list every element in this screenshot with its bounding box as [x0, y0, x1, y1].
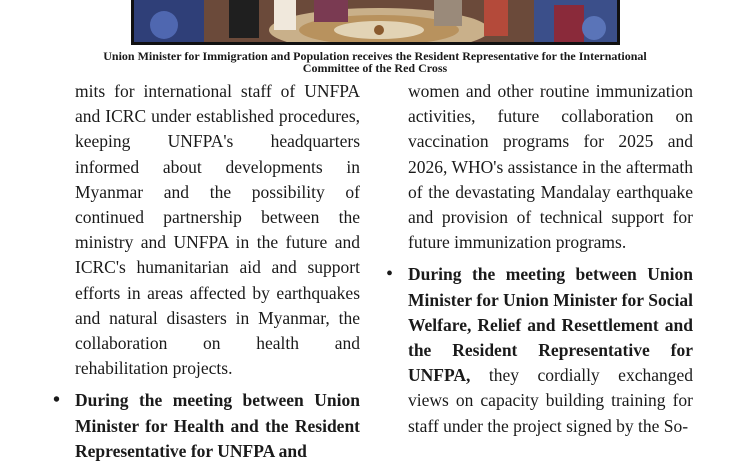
left-bullet-bold-text: During the meeting between Union Minister for Health and the Resident Representative for UNFPA and: [75, 390, 360, 461]
right-bullet-bold-text: During the meeting between Union Minister for Union Minister for Social Welfare, Relief and Resettlement and the Resident Representative for UNFPA,: [408, 264, 693, 386]
right-bullet-item: [408, 262, 693, 438]
left-bullet-item: [75, 388, 360, 464]
right-column: [408, 79, 693, 439]
meeting-photo: [131, 0, 620, 45]
right-bullet-text: they cordially exchanged views on capacity building training for staff under the project signed by the So-: [408, 365, 693, 436]
left-column: [75, 79, 360, 464]
left-paragraph: mits for international staff of UNFPA and ICRC under established procedures, keeping UNFPA's headquarters informed about developments in Myanmar and the possibility of continued partnership between the ministry and UNFPA in the future and ICRC's humanitarian aid and support efforts in areas affected by earthquakes and natural disasters in Myanmar, the collaboration on health and rehabilitation projects.: [75, 81, 360, 379]
caption-line-1: Union Minister for Immigration and Population receives the Resident Representative for the International: [103, 49, 647, 63]
caption-line-2: Committee of the Red Cross: [302, 61, 448, 75]
photo-caption: [60, 50, 690, 74]
meeting-photo-image: [134, 0, 620, 45]
right-paragraph: women and other routine immunization activities, future collaboration on vaccination programs for 2025 and 2026, WHO's assistance in the aftermath of the devastating Mandalay earthquake and provision of technical support for future immunization programs.: [408, 81, 693, 253]
